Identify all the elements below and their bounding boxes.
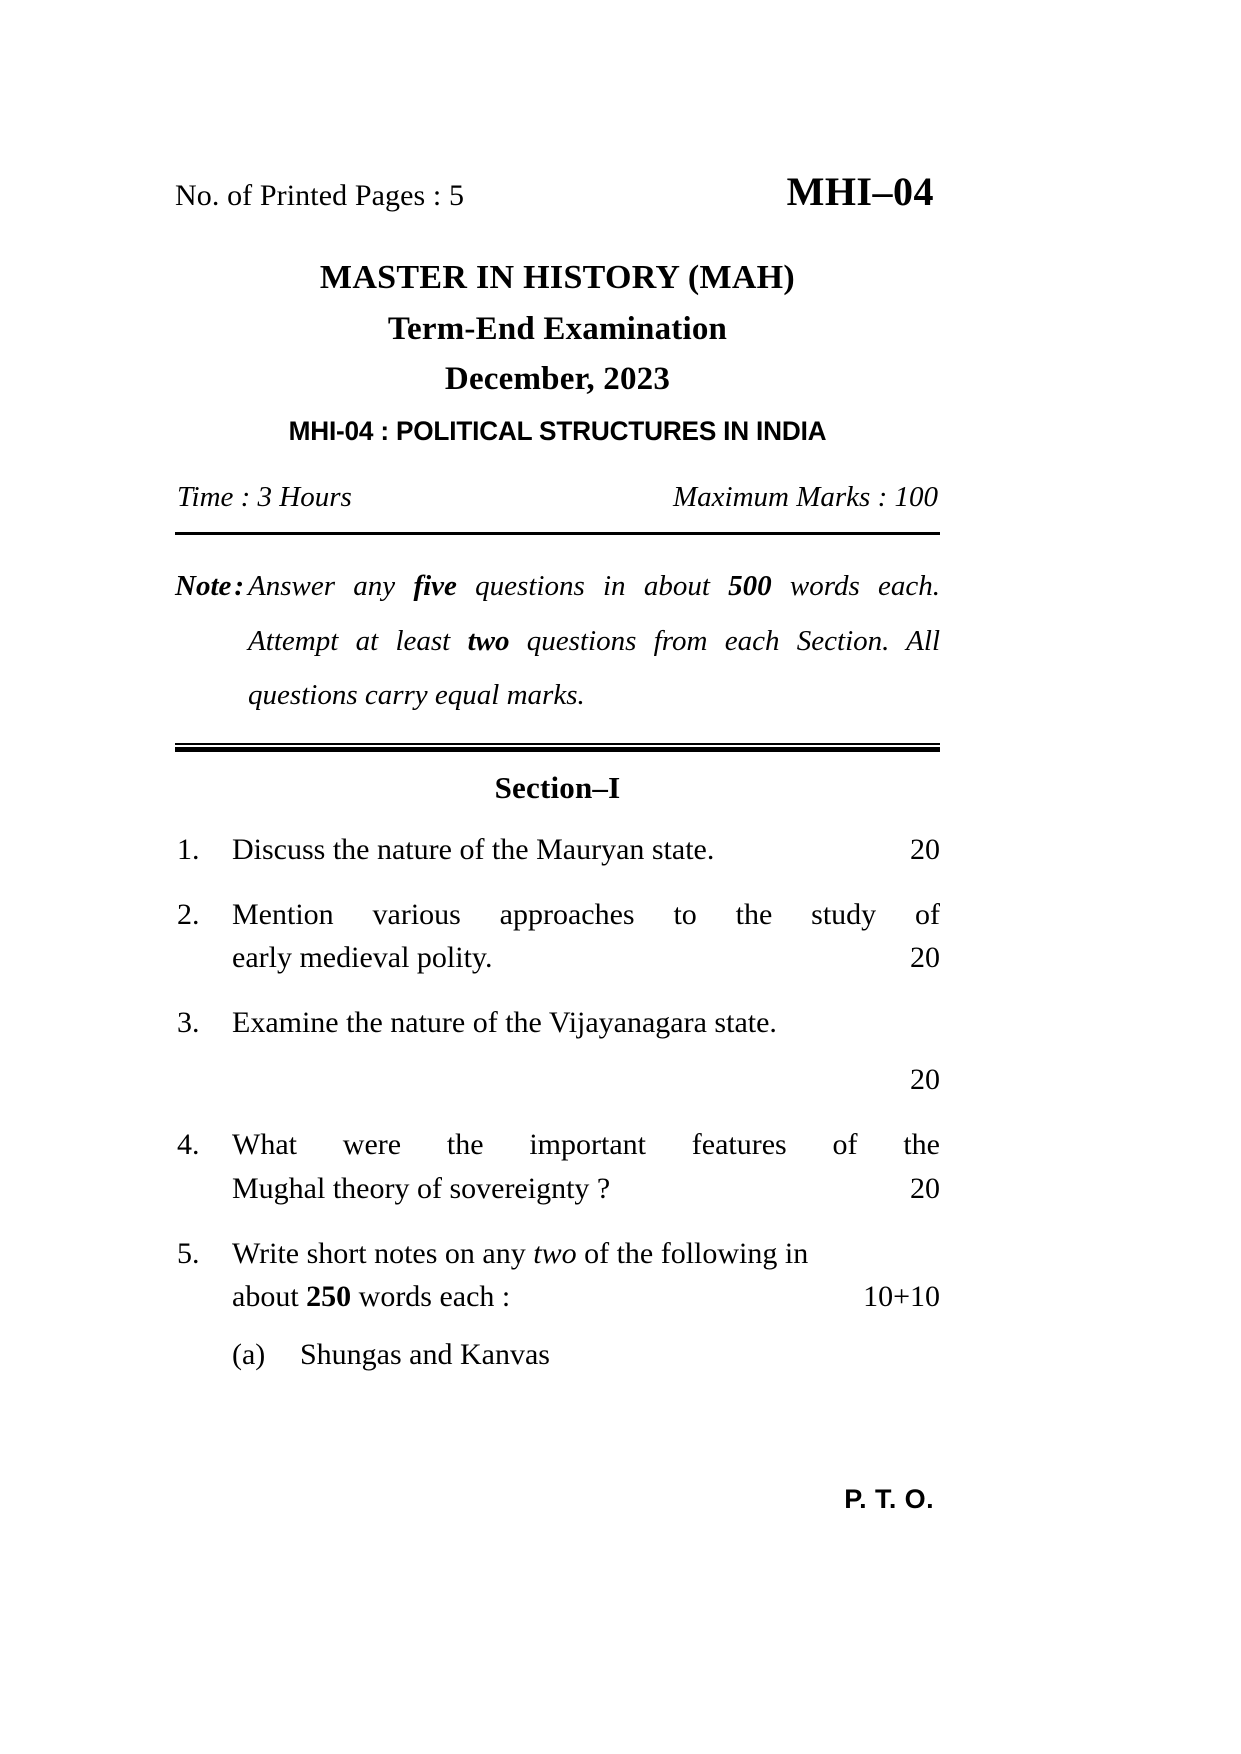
question-item [175,893,940,979]
question-italic-two: two [533,1236,577,1270]
paper-content [175,0,940,1398]
paper-code: MHI–04 [786,169,934,214]
printed-pages-label: No. of Printed Pages : 5 [175,179,465,212]
note-divider-thick [175,747,940,752]
programme-title: MASTER IN HISTORY (MAH) [319,259,796,296]
question-line [232,936,940,979]
sub-question-text: Shungas and Kanvas [300,1338,550,1372]
question-marks: 10+10 [863,1280,940,1314]
question-item [175,1123,940,1209]
note-colon: : [234,570,245,602]
question-body [232,1001,940,1101]
question-marks: 20 [910,1171,940,1205]
question-item [175,1001,940,1101]
question-bold-250: 250 [306,1280,352,1314]
question-marks: 20 [910,940,940,974]
question-text-part-1: Write short notes on any [232,1236,534,1270]
question-marks: 20 [910,1063,940,1097]
pto-label: P. T. O. [844,1484,934,1514]
exam-info-row [175,481,940,514]
question-body [232,828,940,871]
note-bold-five: five [413,570,457,602]
question-body [232,893,940,979]
note-text [248,559,940,723]
exam-type-title: Term-End Examination [387,311,728,347]
note-bold-500: 500 [728,570,772,602]
exam-duration: Time : 3 Hours [177,481,352,513]
question-text: Discuss the nature of the Mauryan state. [232,832,715,866]
question-text-part-4: words each : [351,1280,511,1314]
note-divider-thin [175,743,940,745]
question-number: 5. [177,1236,200,1270]
question-number: 2. [177,897,200,931]
sub-question-item [232,1334,940,1376]
question-number: 3. [177,1006,200,1040]
question-text-continued: Mughal theory of sovereignty ? [232,1171,611,1205]
note-text-2: questions in about [456,570,729,602]
header-divider [175,532,940,535]
question-line [232,828,940,871]
question-text: Examine the nature of the Vijayanagara state. [232,1006,777,1040]
sub-question-label: (a) [232,1338,266,1372]
note-bold-two: two [467,624,510,657]
maximum-marks: Maximum Marks : 100 [673,481,938,513]
question-line [232,1167,940,1210]
note-text-3: words each. Attempt at least [248,570,940,657]
question-marks: 20 [910,832,940,866]
question-text: Mention various approaches to the study of [232,897,940,931]
question-text-continued [232,1275,837,1318]
question-number: 1. [177,832,200,866]
question-list [175,828,940,1377]
question-body [232,1232,940,1376]
exam-date: December, 2023 [444,361,671,397]
note-block [175,559,940,723]
title-block [175,261,940,445]
question-text [232,1232,940,1275]
note-text-1: Answer any [248,570,414,602]
question-text-part-2: of the following in [576,1236,809,1270]
question-text: What were the important features of the [232,1128,940,1162]
question-item [175,828,940,871]
question-item [175,1232,940,1376]
page-footer [175,1475,940,1515]
question-line [232,1275,940,1318]
question-text-continued: early medieval polity. [232,940,493,974]
note-label: Note [175,570,232,602]
subject-title: MHI-04 : POLITICAL STRUCTURES IN INDIA [288,416,827,446]
question-body [232,1123,940,1209]
section-heading: Section–I [494,769,621,805]
note-divider [175,743,940,750]
page-header [175,168,940,215]
question-text-part-3: about [232,1280,307,1314]
note-text-4: questions from each Section. All questions carry equal marks. [248,624,941,712]
question-number: 4. [177,1128,200,1162]
